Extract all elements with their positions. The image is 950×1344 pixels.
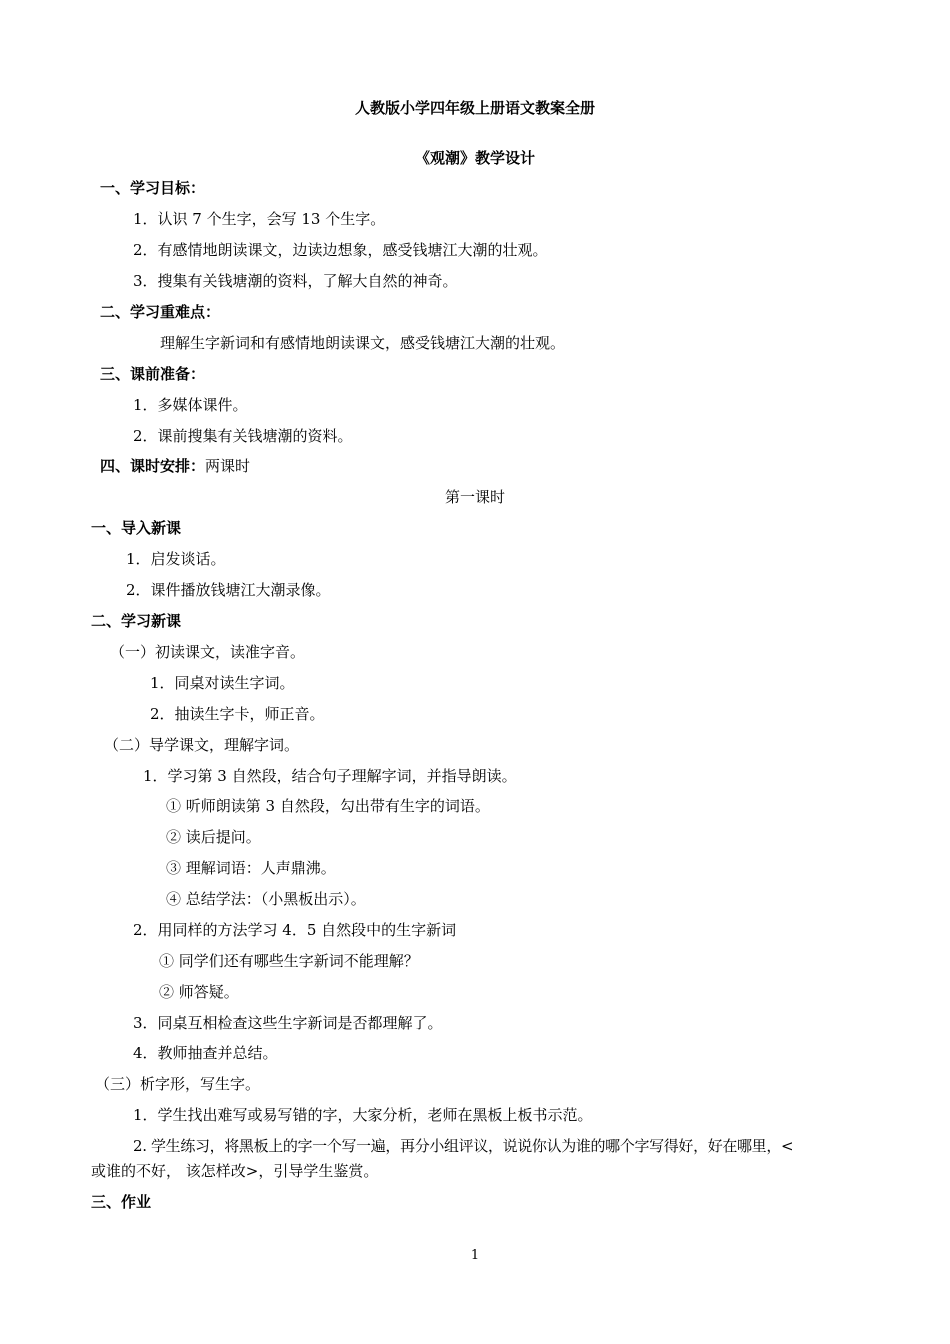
intro-item: 1．启发谈话。 bbox=[126, 550, 226, 568]
list-item: ③ 理解词语：人声鼎沸。 bbox=[166, 859, 336, 877]
lesson-title: 《观潮》教学设计 bbox=[414, 149, 535, 167]
part-heading-intro: 一、导入新课 bbox=[91, 519, 182, 537]
document-title: 人教版小学四年级上册语文教案全册 bbox=[354, 99, 595, 117]
section-heading-preparation: 三、课前准备： bbox=[100, 365, 206, 383]
preparation-item: 2．课前搜集有关钱塘潮的资料。 bbox=[133, 427, 353, 445]
list-item: 2．抽读生字卡，师正音。 bbox=[150, 705, 325, 723]
list-item: 1．学生找出难写或易写错的字，大家分析，老师在黑板上板书示范。 bbox=[133, 1106, 593, 1124]
intro-item: 2．课件播放钱塘江大潮录像。 bbox=[126, 581, 331, 599]
list-item: 1．学习第 3 自然段，结合句子理解字词，并指导朗读。 bbox=[143, 767, 517, 785]
list-item: ② 读后提问。 bbox=[166, 828, 261, 846]
part-heading-homework: 三、作业 bbox=[91, 1193, 152, 1211]
section-heading-goals: 一、学习目标： bbox=[100, 179, 206, 197]
page-number: 1 bbox=[470, 1248, 480, 1263]
section-heading-schedule: 四、课时安排： bbox=[100, 457, 206, 475]
part-heading-new-lesson: 二、学习新课 bbox=[91, 612, 182, 630]
goal-item: 3．搜集有关钱塘潮的资料，了解大自然的神奇。 bbox=[133, 272, 458, 290]
subsection-title: （一）初读课文，读准字音。 bbox=[110, 643, 306, 661]
list-item: ① 听师朗读第 3 自然段，勾出带有生字的词语。 bbox=[166, 797, 490, 815]
list-item: 1．同桌对读生字词。 bbox=[150, 674, 295, 692]
preparation-item: 1．多媒体课件。 bbox=[133, 396, 248, 414]
period-title: 第一课时 bbox=[444, 488, 505, 506]
schedule-line bbox=[100, 456, 250, 476]
list-item: ② 师答疑。 bbox=[159, 983, 239, 1001]
list-item: ④ 总结学法：（小黑板出示）。 bbox=[166, 890, 366, 908]
goal-item: 1．认识 7 个生字，会写 13 个生字。 bbox=[133, 210, 386, 228]
subsection-title: （三）析字形，写生字。 bbox=[95, 1075, 261, 1093]
goal-item: 2．有感情地朗读课文，边读边想象，感受钱塘江大潮的壮观。 bbox=[133, 241, 548, 259]
list-item-continued: 或谁的不好， 该怎样改>，引导学生鉴赏。 bbox=[91, 1162, 379, 1180]
list-item: 2. 学生练习，将黑板上的字一个写一遍，再分小组评议，说说你认为谁的哪个字写得好，好在哪里，< bbox=[133, 1137, 794, 1155]
section-heading-key-points: 二、学习重难点： bbox=[100, 303, 221, 321]
list-item: 4．教师抽查并总结。 bbox=[133, 1044, 278, 1062]
list-item: 2．用同样的方法学习 4．5 自然段中的生字新词 bbox=[133, 921, 457, 939]
subsection-title: （二）导学课文，理解字词。 bbox=[104, 736, 300, 754]
list-item: ① 同学们还有哪些生字新词不能理解？ bbox=[159, 952, 419, 970]
schedule-value: 两课时 bbox=[205, 457, 251, 475]
list-item: 3．同桌互相检查这些生字新词是否都理解了。 bbox=[133, 1014, 443, 1032]
key-points-text: 理解生字新词和有感情地朗读课文，感受钱塘江大潮的壮观。 bbox=[160, 334, 566, 352]
